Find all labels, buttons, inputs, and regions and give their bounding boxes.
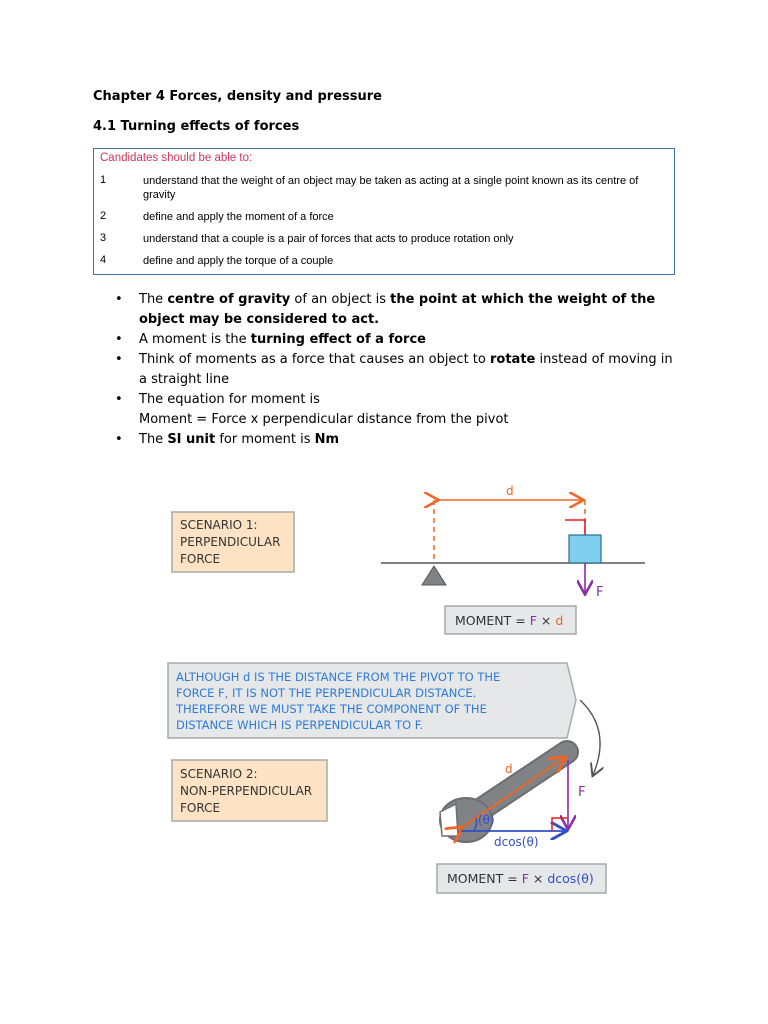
right-angle-marker-2 xyxy=(552,818,568,831)
section-title: 4.1 Turning effects of forces xyxy=(93,119,300,134)
label-F: F xyxy=(596,585,604,600)
text-run: Think of moments as a force that causes an object to xyxy=(139,352,490,367)
note-line: FORCE F, IT IS NOT THE PERPENDICULAR DISTANCE. xyxy=(176,686,477,700)
scenario-2-line: NON-PERPENDICULAR xyxy=(180,784,313,798)
text-run-bold: Nm xyxy=(314,432,340,447)
text-run-bold: SI unit xyxy=(167,432,216,447)
moment-d: d xyxy=(555,613,564,628)
moment-prefix: MOMENT = xyxy=(455,613,530,628)
scenario-1-line: SCENARIO 1: xyxy=(180,518,258,532)
scenario-1-line: PERPENDICULAR xyxy=(180,535,281,549)
objective-text: understand that the weight of an object may be taken as acting at a single point known as its centre of gravity xyxy=(143,175,639,201)
moment-times: × xyxy=(536,613,556,628)
svg-text:MOMENT = F × d xyxy=(455,613,563,628)
text-run: for moment is xyxy=(215,432,315,447)
objective-text: define and apply the moment of a force xyxy=(143,211,334,223)
chapter-title: Chapter 4 Forces, density and pressure xyxy=(93,89,382,104)
moment-dcos: dcos(θ) xyxy=(547,871,594,886)
moment-equation-2 xyxy=(437,864,606,893)
text-run-bold: the point at which the weight of the object may be considered to act. xyxy=(139,292,656,327)
text-run: The equation for moment is xyxy=(139,392,320,407)
scenario-2-line: FORCE xyxy=(180,801,221,815)
note-line: ALTHOUGH d IS THE DISTANCE FROM THE PIVOT TO THE xyxy=(176,670,501,684)
text-run-bold: centre of gravity xyxy=(167,292,291,307)
text-run: A moment is the xyxy=(139,332,251,347)
objective-number: 3 xyxy=(100,232,107,244)
label-d: d xyxy=(506,484,514,498)
bullet-si-unit: • The SI unit for moment is Nm xyxy=(115,432,340,447)
text-run: instead of moving in a straight line xyxy=(139,352,673,387)
objectives-heading: Candidates should be able to: xyxy=(100,152,253,164)
spanner xyxy=(440,752,567,842)
bullet-rotate: • Think of moments as a force that causes an object to rotate instead of moving in a straight line xyxy=(115,352,673,387)
bullet-equation: • The equation for moment is Moment = Force x perpendicular distance from the pivot xyxy=(115,392,509,427)
objective-number: 2 xyxy=(100,210,107,222)
note-line: DISTANCE WHICH IS PERPENDICULAR TO F. xyxy=(176,718,424,732)
equation-text: Moment = Force x perpendicular distance from the pivot xyxy=(139,412,509,427)
moment-F: F xyxy=(529,613,537,628)
objective-text: define and apply the torque of a couple xyxy=(143,255,334,267)
bullet-centre-of-gravity: • The centre of gravity of an object is the point at which the weight of the object may be considered to act. xyxy=(115,292,656,327)
label-dcos: dcos(θ) xyxy=(494,835,539,849)
text-run-bold: rotate xyxy=(490,352,536,367)
text-run: of an object is xyxy=(290,292,391,307)
note-line: THEREFORE WE MUST TAKE THE COMPONENT OF THE xyxy=(176,702,487,716)
moment-F: F xyxy=(521,871,529,886)
pivot-triangle xyxy=(422,566,446,585)
moment-times: × xyxy=(528,871,548,886)
text-run: The xyxy=(139,432,168,447)
scenario-1-line: FORCE xyxy=(180,552,221,566)
objective-number: 1 xyxy=(100,174,107,186)
objective-number: 4 xyxy=(100,254,107,266)
scenario-2-box xyxy=(172,760,327,821)
svg-text:MOMENT = F × dcos(θ) xyxy=(447,871,594,886)
scenario-2-line: SCENARIO 2: xyxy=(180,767,258,781)
note-callout xyxy=(168,663,576,738)
text-run: The xyxy=(139,292,168,307)
label-d-2: d xyxy=(505,762,513,776)
text-run-bold: turning effect of a force xyxy=(250,332,426,347)
moment-equation-1 xyxy=(445,606,576,634)
moment-prefix: MOMENT = xyxy=(447,871,522,886)
bullet-moment-definition: • A moment is the turning effect of a force xyxy=(115,332,426,347)
label-theta: (θ) xyxy=(478,813,495,827)
label-F-2: F xyxy=(578,785,586,800)
objective-text: understand that a couple is a pair of forces that acts to produce rotation only xyxy=(143,233,514,245)
callout-arrow xyxy=(580,700,600,775)
weight-cube xyxy=(569,535,601,563)
scenario-1-box xyxy=(172,512,294,572)
